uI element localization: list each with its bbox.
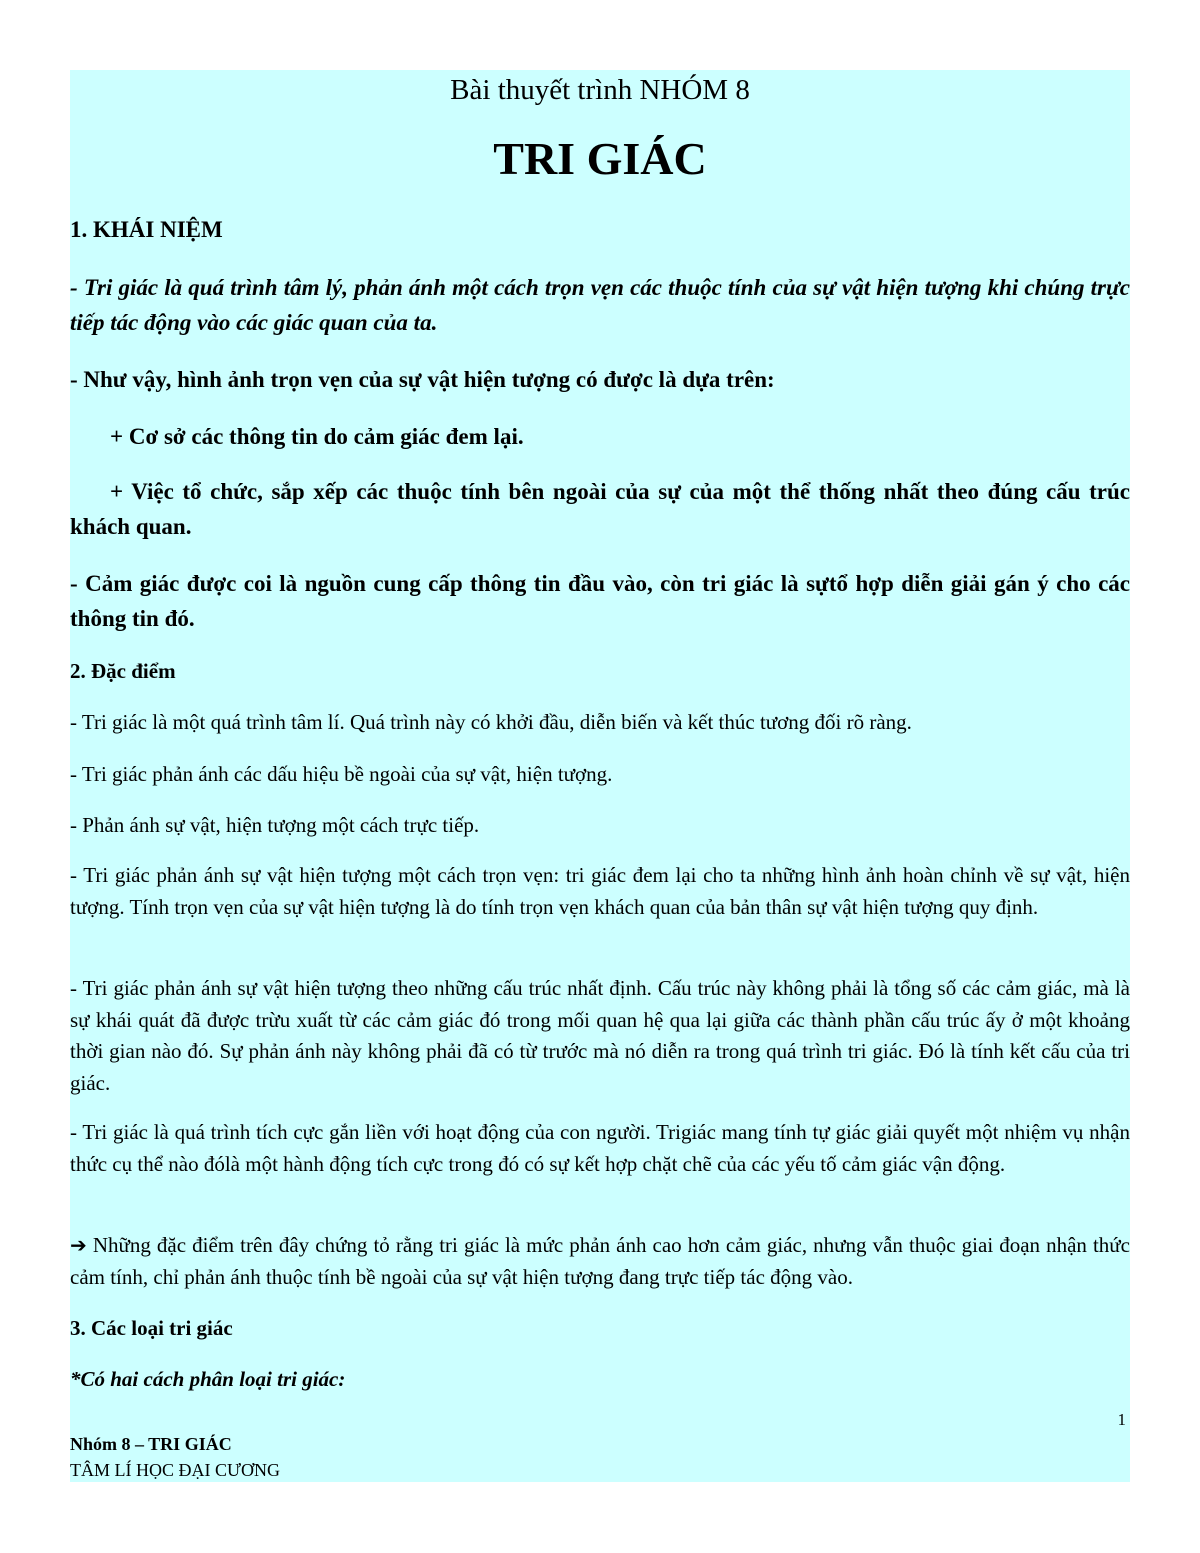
classification-subheading: *Có hai cách phân loại tri giác: (70, 1367, 346, 1391)
definition-paragraph: - Tri giác là quá trình tâm lý, phản ánh một cách trọn vẹn các thuộc tính của sự vật hiện tượng khi chúng trực tiếp tác động vào các giác quan của ta. (70, 275, 1130, 335)
arrow-right-icon: ➔ (70, 1233, 87, 1257)
footer-course-name: TÂM LÍ HỌC ĐẠI CƯƠNG (70, 1460, 280, 1480)
section-heading-characteristics: 2. Đặc điểm (70, 659, 176, 683)
conclusion-paragraph (70, 1230, 1130, 1293)
summary-paragraph: - Cảm giác được coi là nguồn cung cấp thông tin đầu vào, còn tri giác là sựtổ hợp diễn giải gán ý cho các thông tin đó. (70, 571, 1130, 631)
intro-paragraph: - Như vậy, hình ảnh trọn vẹn của sự vật hiện tượng có được là dựa trên: (70, 367, 775, 392)
characteristic-item: - Tri giác phản ánh sự vật hiện tượng một cách trọn vẹn: tri giác đem lại cho ta những hình ảnh hoàn chỉnh về sự vật, hiện tượng. Tính trọn vẹn của sự vật hiện tượng là do tính trọn vẹn khách quan của bản thân sự vật hiện tượng quy định. (70, 863, 1130, 919)
characteristic-item: - Tri giác phản ánh sự vật hiện tượng theo những cấu trúc nhất định. Cấu trúc này không phải là tổng số các cảm giác, mà là sự khái quát đã được trừu xuất từ các cảm giác đó trong mối quan hệ qua lại giữa các thành phần cấu trúc ấy ở một khoảng thời gian nào đó. Sự phản ánh này không phải đã có từ trước mà nó diễn ra trong quá trình tri giác. Đó là tính kết cấu của tri giác. (70, 976, 1130, 1095)
section-heading-concept: 1. KHÁI NIỆM (70, 217, 223, 242)
presentation-subtitle: Bài thuyết trình NHÓM 8 (450, 74, 750, 106)
document-page (70, 70, 1130, 1482)
characteristic-item: - Phản ánh sự vật, hiện tượng một cách trực tiếp. (70, 813, 480, 837)
characteristic-item: - Tri giác là một quá trình tâm lí. Quá trình này có khởi đầu, diễn biến và kết thúc tương đối rõ ràng. (70, 710, 912, 734)
conclusion-text: Những đặc điểm trên đây chứng tỏ rằng tri giác là mức phản ánh cao hơn cảm giác, nhưng vẫn thuộc giai đoạn nhận thức cảm tính, chỉ phản ánh thuộc tính bề ngoài của sự vật hiện tượng đang trực tiếp tác động vào. (70, 1233, 1130, 1289)
page-number: 1 (1117, 1410, 1126, 1429)
section-heading-types: 3. Các loại tri giác (70, 1316, 233, 1340)
document-title: TRI GIÁC (493, 133, 707, 184)
characteristic-item: - Tri giác phản ánh các dấu hiệu bề ngoài của sự vật, hiện tượng. (70, 762, 613, 786)
basis-item-1: + Cơ sở các thông tin do cảm giác đem lại. (110, 424, 524, 449)
basis-item-2: + Việc tổ chức, sắp xếp các thuộc tính bên ngoài của sự của một thể thống nhất theo đúng cấu trúc khách quan. (70, 479, 1130, 539)
footer-group-title: Nhóm 8 – TRI GIÁC (70, 1434, 232, 1454)
characteristic-item: - Tri giác là quá trình tích cực gắn liền với hoạt động của con người. Trigiác mang tính tự giác giải quyết một nhiệm vụ nhận thức cụ thể nào đólà một hành động tích cực trong đó có sự kết hợp chặt chẽ của các yếu tố cảm giác vận động. (70, 1120, 1130, 1176)
